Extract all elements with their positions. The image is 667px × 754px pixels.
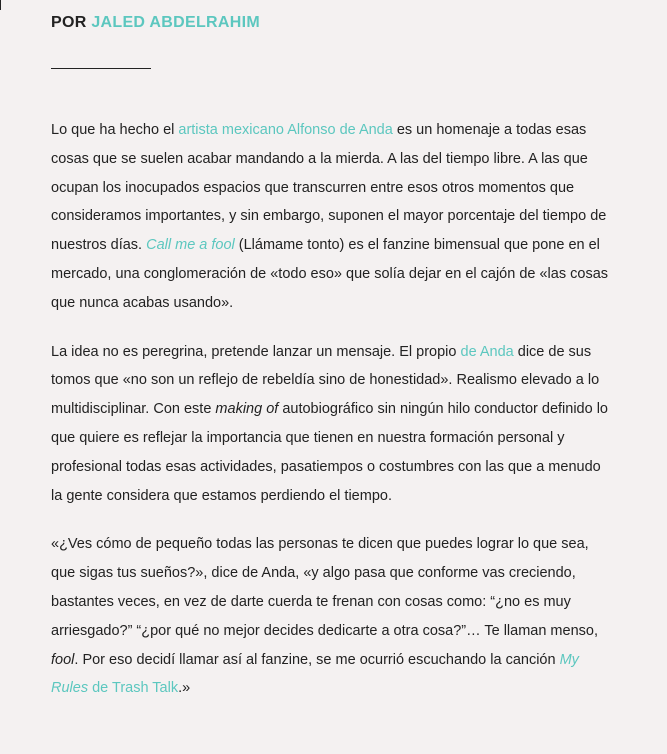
paragraph-3 [51, 530, 609, 703]
paragraph-2 [51, 338, 609, 511]
byline-prefix: POR [51, 14, 92, 31]
my-rules-link-text: My Rules [51, 651, 579, 697]
de-anda-link[interactable]: de Anda [460, 343, 514, 360]
p1-text-2: es un homenaje a todas esas cosas que se suelen acabar mandando a la mierda. A las del tiempo libre. A las que ocupan los inocupados espacios que transcurren entre esos otros momentos que consideramos importantes, y sin embargo, suponen el mayor porcentaje del tiempo de nuestros días. [51, 122, 607, 254]
trash-talk-link[interactable]: de Trash Talk [88, 680, 179, 697]
author-link[interactable]: JALED ABDELRAHIM [91, 14, 260, 31]
byline [51, 14, 260, 32]
artist-link[interactable]: artista mexicano Alfonso de Anda [178, 122, 393, 138]
paragraph-1 [51, 116, 609, 318]
p1-text-1: Lo que ha hecho el [51, 122, 179, 138]
p3-text-3: .» [178, 680, 191, 697]
p2-text-1: La idea no es peregrina, pretende lanzar un mensaje. El propio [51, 343, 461, 360]
p3-text-1: «¿Ves cómo de pequeño todas las personas te dicen que puedes lograr lo que sea, que sigas tus sueños?», dice de Anda, «y algo pasa que conforme vas creciendo, bastantes veces, en vez de darte cuerda te frenan con cosas como: “¿no es muy arriesgado?” “¿por qué no mejor decides dedicarte a otra cosa?”… Te llaman menso, [51, 536, 598, 639]
byline-divider [51, 68, 151, 69]
p3-text-2: . Por eso decidí llamar así al fanzine, se me ocurrió escuchando la canción [74, 651, 560, 668]
p2-text-2: dice de sus tomos que «no son un reflejo de rebeldía sino de honestidad». Realismo elevado a lo multidisciplinar. Con este [51, 343, 600, 418]
p2-text-3: autobiográfico sin ningún hilo conductor definido lo que quiere es reflejar la importancia que tienen en nuestra formación personal y profesional todas esas actividades, pasatiempos o costumbres con las que a menudo la gente considera que estamos perdiendo el tiempo. [51, 401, 608, 504]
p1-text-3: (Llámame tonto) es el fanzine bimensual que pone en el mercado, una conglomeración de «todo eso» que solía dejar en el cajón de «las cosas que nunca acabas usando». [51, 237, 609, 311]
making-of-emphasis: making of [215, 401, 279, 418]
text-cursor [0, 0, 1, 10]
article-body [51, 116, 609, 703]
call-me-a-fool-link-text: Call me a fool [146, 237, 235, 254]
fool-emphasis: fool [51, 651, 75, 668]
call-me-a-fool-link[interactable] [146, 237, 235, 253]
